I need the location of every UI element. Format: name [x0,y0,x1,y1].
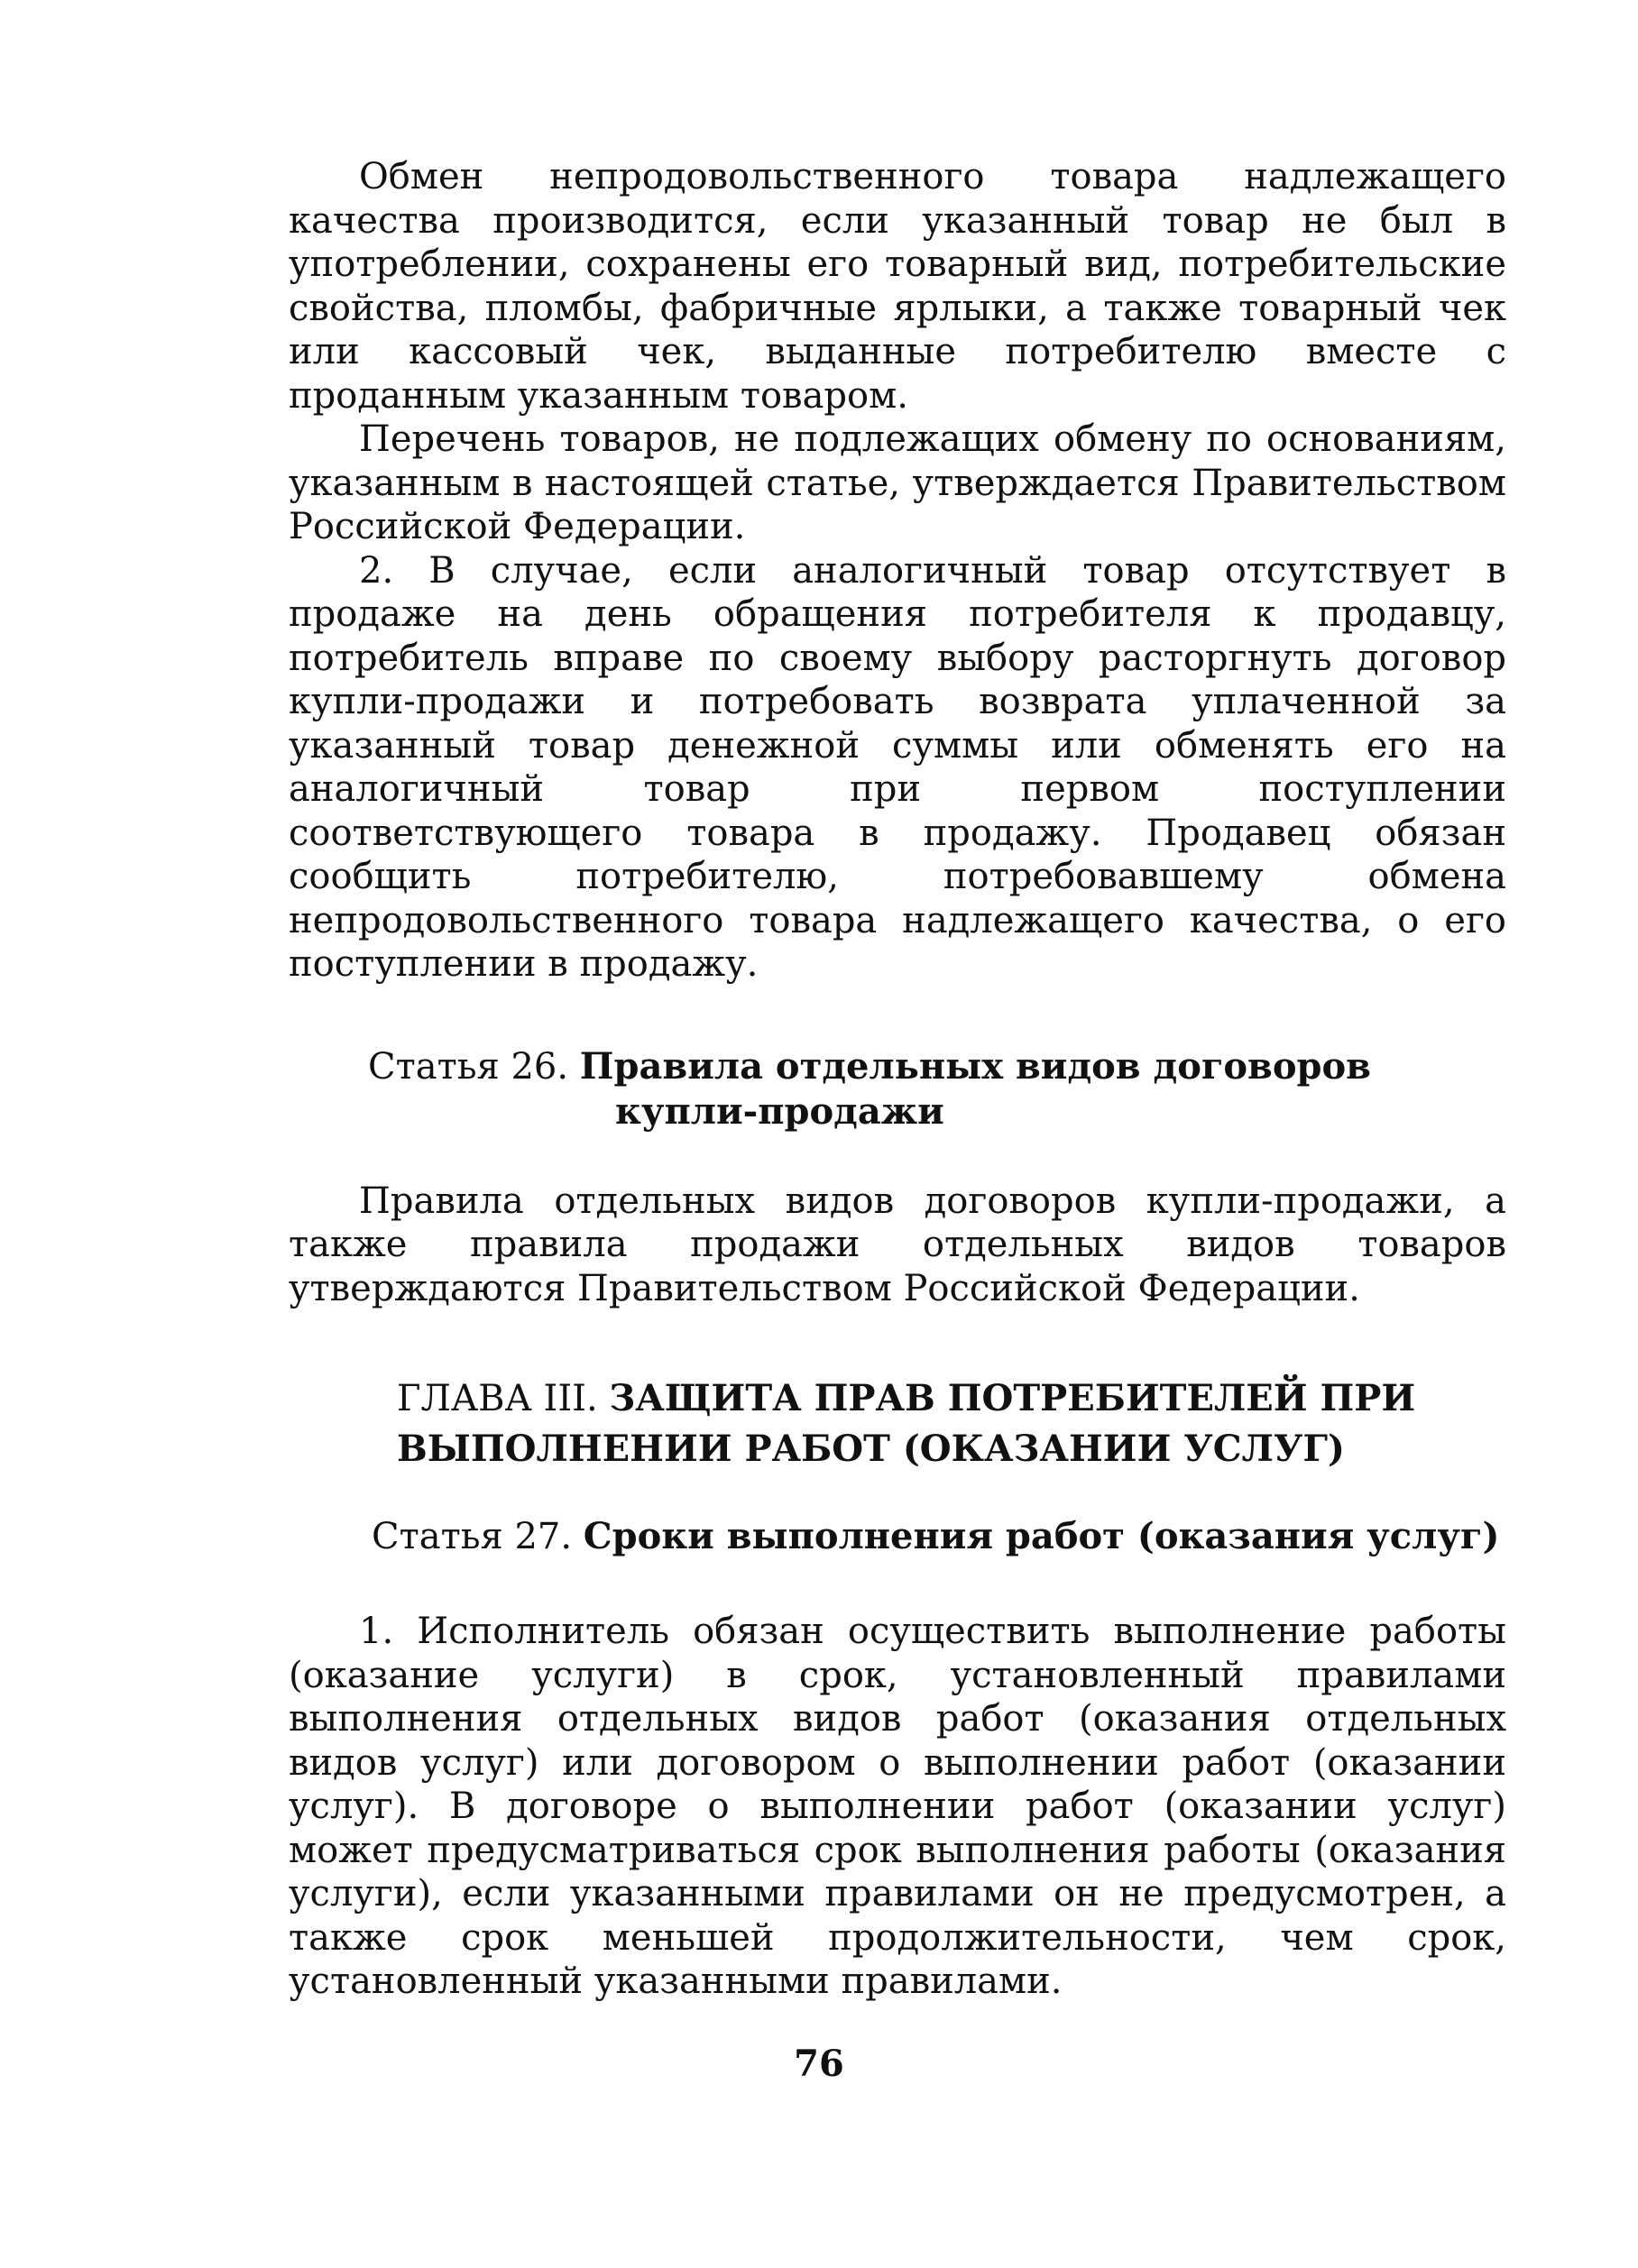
article-26-title-line2: купли-продажи [615,1089,944,1133]
article-27-heading [289,1514,1506,1559]
article-27-text: 1. Исполнитель обязан осуществить выполнение работы (оказание услуги) в срок, установленный правилами выполнения отдельных видов работ (оказания отдельных видов услуг) или договором о выполнении работ (оказании услуг). В договоре о выполнении работ (оказании услуг) может предусматриваться срок выполнения работы (оказания услуги), если указанными правилами он не предусмотрен, а также срок меньшей продолжительности, чем срок, установленный указанными правилами. [289,1611,1506,2002]
chapter-3-heading [289,1373,1506,1474]
article-26-label: Статья 26. [368,1045,580,1088]
chapter-3-title-line1: ЗАЩИТА ПРАВ ПОТРЕБИТЕЛЕЙ ПРИ [609,1377,1416,1419]
article-26-text: Правила отдельных видов договоров купли-продажи, а также правила продажи отдельных видов товаров утверждаются Правительством Российской Федерации. [289,1180,1506,1309]
article-26-title-line1: Правила отдельных видов договоров [579,1044,1371,1088]
article-26-heading [289,1044,1506,1134]
article-27-label: Статья 27. [372,1516,584,1557]
chapter-3-title-line2: ВЫПОЛНЕНИИ РАБОТ (ОКАЗАНИИ УСЛУГ) [397,1428,1345,1470]
page-number: 76 [794,2043,844,2085]
paragraph-clause-2: 2. В случае, если аналогичный товар отсутствует в продаже на день обращения потребителя к продавцу, потребитель вправе по своему выбору расторгнуть договор купли-продажи и потребовать возврата уплаченной за указанный товар денежной суммы или обменять его на аналогичный товар при первом поступлении соответствующего товара в продажу. Продавец обязан сообщить потребителю, потребовавшему обмена непродовольственного товара надлежащего качества, о его поступлении в продажу. [289,549,1506,985]
text-column [289,155,1506,2004]
paragraph-non-exchangeable-list: Перечень товаров, не подлежащих обмену по основаниям, указанным в настоящей статье, утверждается Правительством Российской Федерации. [289,418,1506,547]
chapter-3-label: ГЛАВА III. [397,1378,610,1419]
article-27-title: Сроки выполнения работ (оказания услуг) [583,1515,1500,1557]
paragraph-exchange-conditions: Обмен непродовольственного товара надлежащего качества производится, если указанный товар не был в употреблении, сохранены его товарный вид, потребительские свойства, пломбы, фабричные ярлыки, а также товарный чек или кассовый чек, выданные потребителю вместе с проданным указанным товаром. [289,156,1506,417]
